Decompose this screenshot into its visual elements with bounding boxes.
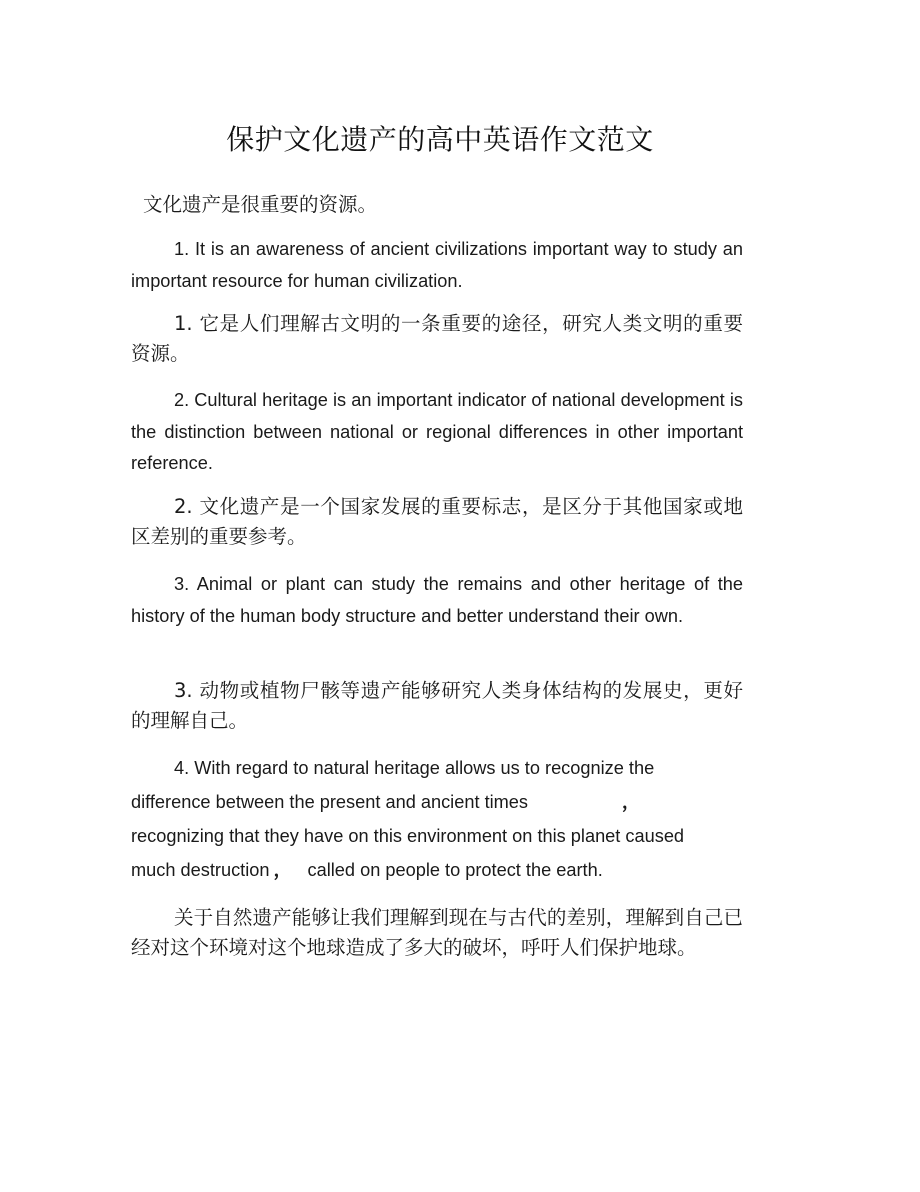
paragraph-4-chinese: 关于自然遗产能够让我们理解到现在与古代的差别，理解到自己已经对这个环境对这个地球造成了多大的破坏，呼吁人们保护地球。 [131, 906, 743, 959]
paragraph-2-chinese: 2. 文化遗产是一个国家发展的重要标志，是区分于其他国家或地 区差别的重要参考。 [131, 495, 743, 548]
paragraph-3-english: 3. Animal or plant can study the remains and other heritage of the history of the human body structure and better understand their own. [131, 574, 743, 626]
paragraph-4-comma-2: ， [273, 860, 292, 880]
paragraph-4-line-3: recognizing that they have on this environment on this planet caused [131, 826, 685, 846]
paragraph-4-line-2 [131, 785, 743, 819]
paragraph-1-english: 1. It is an awareness of ancient civilizations important way to study an important resource for human civilization. [131, 239, 743, 291]
paragraph-4-line-4 [131, 853, 743, 887]
paragraph-4-line-2-text: difference between the present and ancient times [131, 792, 529, 812]
paragraph-4-line-4-text-a: much destruction [131, 860, 270, 880]
paragraph-2-english: 2. Cultural heritage is an important indicator of national development is the distinction between national or regional differences in other important reference. [131, 390, 743, 473]
paragraph-4-line-4-text-b: called on people to protect the earth. [307, 860, 603, 880]
paragraph-3-chinese: 3. 动物或植物尸骸等遗产能够研究人类身体结构的发展史，更好 的理解自己。 [131, 679, 743, 732]
paragraph-4-english [131, 751, 743, 887]
paragraph-1-chinese: 1. 它是人们理解古文明的一条重要的途径，研究人类文明的重要 资源。 [131, 312, 743, 365]
paragraph-4-comma-1: ， [621, 792, 641, 812]
document-title: 保护文化遗产的高中英语作文范文 [226, 123, 654, 156]
intro-paragraph: 文化遗产是很重要的资源。 [143, 193, 378, 216]
paragraph-4-line-1: 4. With regard to natural heritage allows us to recognize the [174, 758, 655, 778]
